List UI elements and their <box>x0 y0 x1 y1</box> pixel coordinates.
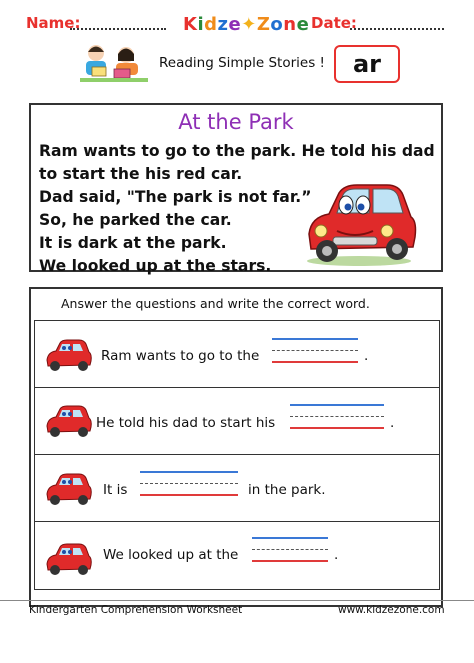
kids-reading-illustration <box>78 41 150 85</box>
car-icon <box>43 404 93 438</box>
kidzezone-logo: Kidze✦Zone <box>183 14 310 35</box>
story-line: to start the his red car. <box>39 165 243 183</box>
story-line: Ram wants to go to the park. He told his dad <box>39 142 435 160</box>
question-end: . <box>334 547 339 563</box>
worksheet-subtitle: Reading Simple Stories ! <box>159 55 325 71</box>
answer-blank[interactable] <box>252 529 328 563</box>
answer-blank[interactable] <box>290 396 384 430</box>
story-title: At the Park <box>178 110 294 134</box>
story-line: So, he parked the car. <box>39 211 232 229</box>
question-text: Ram wants to go to the <box>101 348 260 364</box>
footer-website[interactable]: www.kidzezone.com <box>338 604 445 616</box>
story-box <box>29 103 443 275</box>
car-icon <box>43 472 93 506</box>
car-icon <box>43 542 93 576</box>
footer-divider <box>0 600 474 601</box>
question-text: He told his dad to start his <box>96 415 276 431</box>
questions-instruction: Answer the questions and write the correct word. <box>61 296 370 311</box>
story-line: It is dark at the park. <box>39 234 227 252</box>
story-line: We looked up at the stars. <box>39 257 272 275</box>
question-end: . <box>364 348 369 364</box>
question-text: We looked up at the <box>103 547 239 563</box>
phonics-label: ar <box>352 50 382 78</box>
footer-title: Kindergarten Comprehension Worksheet <box>29 604 243 616</box>
question-end: . <box>390 415 395 431</box>
date-label: Date: <box>311 14 357 32</box>
question-text: It is <box>103 482 128 498</box>
date-field[interactable] <box>350 14 444 30</box>
name-field[interactable] <box>70 14 166 30</box>
story-line: Dad said, "The park is not far.” <box>39 188 312 206</box>
phonics-box <box>334 45 400 83</box>
name-label: Name: <box>26 14 81 32</box>
answer-blank[interactable] <box>272 330 358 364</box>
car-icon <box>43 338 93 372</box>
answer-blank[interactable] <box>140 463 238 497</box>
red-car-illustration <box>299 179 419 267</box>
question-end: in the park. <box>248 482 326 498</box>
